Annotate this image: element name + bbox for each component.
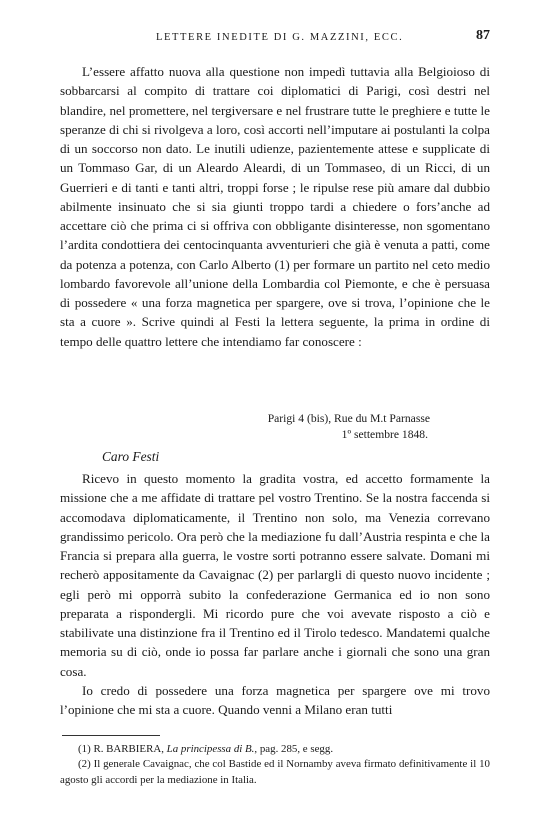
footnote-1 xyxy=(60,742,490,757)
dateline-place: Parigi 4 (bis), Rue du M.t Parnasse xyxy=(267,412,430,425)
letter-body xyxy=(60,469,490,719)
footnote-1-title: La principessa di B. xyxy=(166,743,255,755)
page-header xyxy=(60,28,490,48)
dateline-date: 1º settembre 1848. xyxy=(341,428,428,441)
footnote-1-author: R. BARBIERA, xyxy=(93,743,164,755)
letter-paragraph-1: Ricevo in questo momento la gradita vostra, ed accetto formamente la missione che a me affidate di trattare pel vostro Trentino. Se la nostra faccenda si accomodava diplomaticamente, il Trentino non solo, ma Venezia correvano grandissimo pericolo. Ora però che la mediazione fu dall’Austria respinta e che la Francia si prepara alla guerra, le vostre sorti potranno essere salvate. Domani mi recherò appositamente da Cavaignac (2) per parlargli di questo nuovo incidente ; egli però mi opporrà subito la confederazione Germanica ed io non sono preparata a rispondergli. Mi ricordo pure che voi avevate risposto a ciò e stabilivate una distinzione fra il Trentino ed il Tirolo tedesco. Mandatemi qualche memoria su di ciò, onde io possa far parlare anche i giornali che sono una gran cosa. xyxy=(60,471,490,679)
running-title: LETTERE INEDITE DI G. MAZZINI, ECC. xyxy=(156,32,404,43)
page-number: 87 xyxy=(476,28,490,43)
letter-dateline xyxy=(60,411,490,443)
footnote-1-rest: , pag. 285, e segg. xyxy=(254,743,334,755)
letter-salutation: Caro Festi xyxy=(102,449,160,464)
footnotes xyxy=(60,742,490,788)
letter-paragraph-2: Io credo di possedere una forza magnetica per spargere ove mi trovo l’opinione che mi sta a cuore. Quando venni a Milano eran tutti xyxy=(60,682,490,717)
intro-paragraph: L’essere affatto nuova alla questione non impedì tuttavia alla Belgioioso di sobbarcarsi al compito di trattare coi diplomatici di Parigi, così destri nel blandire, nel promettere, nel tergiversare e nel frustrare tutte le preghiere e tutte le speranze di chi si rivolgeva a loro, così accorti nell’imputare ai postulanti la colpa di un soccorso non dato. Le inutili udienze, pazientemente attese e supplicate di un Tommaso Gar, di un Aleardo Aleardi, di un Tommaseo, di un Ricci, di un Guerrieri e di tanti e tanti altri, troppi forse ; le ripulse rese più amare dal dubbio abilmente insinuato che si sia giunti troppo tardi a chiedere o fors’anche ad accettare ciò che prima ci si offriva con obbligante disinteresse, non sgomentano l’ardita condottiera dei centocinquanta avventurieri che già è venuta a patti, come da potenza a potenza, con Carlo Alberto (1) per formare un partito nel ceto medio lombardo favorevole all’unione della Lombardia col Piemonte, e che è persuasa di possedere « una forza magnetica per spargere, ove si trova, l’opinione che le sta a cuore ». Scrive quindi al Festi la lettera seguente, la prima in ordine di tempo delle quattro lettere che intendiamo far conoscere : xyxy=(60,64,490,349)
intro-section xyxy=(60,62,490,351)
footnote-rule xyxy=(62,735,160,736)
footnote-2: (2) Il generale Cavaignac, che col Bastide ed il Nornamby aveva firmato definitivamente il 10 agosto gli accordi per la mediazione in Italia. xyxy=(60,758,490,786)
footnote-1-number: (1) xyxy=(78,743,91,755)
